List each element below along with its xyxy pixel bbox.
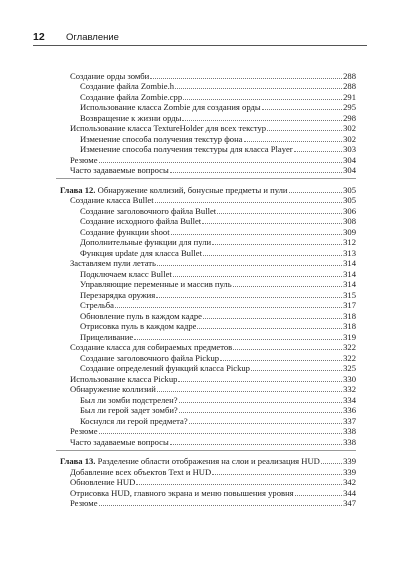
toc-entry bbox=[56, 102, 356, 113]
toc-page-number: 338 bbox=[343, 426, 356, 436]
dot-leader bbox=[155, 201, 343, 203]
toc-entry bbox=[56, 165, 356, 176]
toc-entry-title bbox=[80, 321, 196, 331]
dot-leader bbox=[244, 140, 343, 142]
section-divider bbox=[56, 450, 356, 451]
toc-entry bbox=[56, 331, 356, 342]
toc-entry-title bbox=[70, 258, 156, 268]
entry-title-text: Был ли зомби подстрелен? bbox=[80, 394, 178, 405]
toc-page-number: 305 bbox=[343, 195, 356, 205]
dot-leader bbox=[197, 327, 342, 329]
entry-title-text: Резюме bbox=[70, 426, 98, 436]
toc-entry bbox=[56, 300, 356, 311]
toc-entry bbox=[56, 289, 356, 300]
toc-entry-title bbox=[80, 311, 202, 321]
entry-title-text: Управляющие переменные и массив пуль bbox=[80, 279, 232, 289]
toc-page-number: 288 bbox=[343, 70, 356, 81]
entry-title-text: Создание исходного файла Bullet bbox=[80, 216, 202, 226]
entry-title-text: Подключаем класс Bullet bbox=[80, 268, 172, 279]
toc-entry-title bbox=[80, 405, 178, 415]
toc-entry-title bbox=[70, 488, 294, 498]
toc-page-number: 312 bbox=[343, 237, 356, 247]
toc-entry bbox=[56, 112, 356, 123]
toc-page-number: 318 bbox=[343, 310, 356, 321]
toc-entry bbox=[56, 195, 356, 206]
dot-leader bbox=[267, 129, 342, 131]
dot-leader bbox=[262, 108, 342, 110]
toc-entry bbox=[56, 373, 356, 384]
page-header bbox=[33, 30, 367, 46]
toc-entry-title bbox=[70, 71, 149, 81]
toc-entry-title bbox=[80, 237, 211, 247]
dot-leader bbox=[99, 432, 343, 434]
entry-title-text: Разделение области отображения на слои и реализация HUD bbox=[97, 456, 320, 466]
entry-title-text: Создание орды зомби bbox=[70, 70, 150, 81]
entry-title-text: Обнаружение коллизий, бонусные предметы и пули bbox=[97, 184, 288, 195]
entry-title-text: Изменение способа получения текстуры для класса Player bbox=[80, 144, 293, 154]
toc-page-number: 295 bbox=[343, 102, 356, 112]
entry-title-text: Добавление всех объектов Text и HUD bbox=[70, 466, 212, 477]
toc-entry bbox=[56, 133, 356, 144]
toc-entry-title bbox=[80, 134, 243, 144]
chapter-label: Глава 12. bbox=[60, 184, 96, 195]
toc-entry-title bbox=[70, 477, 135, 487]
entry-title-text: Стрельба bbox=[80, 300, 114, 310]
toc-page-number: 302 bbox=[343, 133, 356, 144]
toc-entry bbox=[56, 205, 356, 216]
toc-page-number: 304 bbox=[343, 154, 356, 165]
entry-title-text: Создание файла Zombie.cpp bbox=[80, 91, 183, 102]
toc-entry-title bbox=[80, 144, 293, 154]
entry-title-text: Использование класса Zombie для создания орды bbox=[80, 102, 261, 112]
toc-page-number: 325 bbox=[343, 363, 356, 373]
toc-page-number: 302 bbox=[343, 123, 356, 133]
toc-entry-title bbox=[80, 227, 170, 237]
dot-leader bbox=[189, 422, 342, 424]
dot-leader bbox=[136, 483, 342, 485]
dot-leader bbox=[233, 285, 342, 287]
toc-page-number: 317 bbox=[343, 300, 356, 310]
dot-leader bbox=[157, 264, 342, 266]
toc-entry bbox=[56, 123, 356, 134]
toc-page-number: 313 bbox=[343, 247, 356, 258]
toc-entry-title bbox=[80, 363, 250, 373]
toc-page-number: 336 bbox=[343, 405, 356, 415]
toc-page-number: 303 bbox=[343, 144, 356, 154]
toc-entry bbox=[56, 154, 356, 165]
toc-entry-title bbox=[70, 155, 98, 165]
dot-leader bbox=[212, 243, 342, 245]
toc-entry-title bbox=[80, 113, 181, 123]
toc-entry bbox=[56, 415, 356, 426]
toc-page-number: 319 bbox=[343, 331, 356, 342]
toc-entry-title bbox=[70, 426, 98, 436]
toc-entry bbox=[56, 216, 356, 227]
toc-entry-title bbox=[70, 123, 266, 133]
toc-page-number: 339 bbox=[343, 466, 356, 477]
toc-page-number: 291 bbox=[343, 91, 356, 102]
dot-leader bbox=[217, 212, 342, 214]
dot-leader bbox=[289, 191, 343, 193]
toc-entry bbox=[56, 279, 356, 290]
entry-title-text: Использование класса TextureHolder для всех текстур bbox=[70, 123, 267, 133]
toc-page-number: 304 bbox=[343, 165, 356, 175]
dot-leader bbox=[203, 317, 342, 319]
entry-title-text: Создание функции shoot bbox=[80, 226, 170, 237]
dot-leader bbox=[157, 390, 342, 392]
dot-leader bbox=[150, 77, 342, 79]
toc-chapter-entry bbox=[56, 456, 356, 467]
dot-leader bbox=[183, 98, 342, 100]
toc-entry bbox=[56, 91, 356, 102]
toc-entry bbox=[56, 384, 356, 395]
toc-page-number: 298 bbox=[343, 112, 356, 123]
toc-entry bbox=[56, 352, 356, 363]
dot-leader bbox=[251, 369, 342, 371]
toc-entry bbox=[56, 466, 356, 477]
entry-title-text: Дополнительные функции для пули bbox=[80, 237, 212, 247]
toc-page-number: 308 bbox=[343, 216, 356, 226]
entry-title-text: Прицеливание bbox=[80, 331, 134, 342]
toc-entry-title bbox=[80, 216, 201, 226]
toc-entry-title bbox=[70, 195, 154, 205]
toc-entry bbox=[56, 258, 356, 269]
dot-leader bbox=[134, 338, 342, 340]
dot-leader bbox=[175, 87, 342, 89]
chapter-label: Глава 13. bbox=[60, 456, 96, 466]
toc-entry-title bbox=[70, 498, 98, 508]
toc-page-number: 338 bbox=[343, 436, 356, 447]
toc-entry-title bbox=[80, 416, 188, 426]
toc-page-number: 318 bbox=[343, 321, 356, 331]
toc-entry-title bbox=[80, 332, 133, 342]
dot-leader bbox=[99, 504, 343, 506]
entry-title-text: Резюме bbox=[70, 498, 98, 508]
dot-leader bbox=[171, 233, 343, 235]
dot-leader bbox=[173, 275, 342, 277]
entry-title-text: Часто задаваемые вопросы bbox=[70, 165, 169, 175]
dot-leader bbox=[294, 150, 342, 152]
toc-entry bbox=[56, 237, 356, 248]
toc-page-number: 337 bbox=[343, 415, 356, 426]
entry-title-text: Изменение способа получения текстур фона bbox=[80, 133, 243, 144]
toc-page-number: 322 bbox=[343, 342, 356, 352]
entry-title-text: Перезарядка оружия bbox=[80, 289, 156, 300]
toc-entry bbox=[56, 487, 356, 498]
toc-entry-title bbox=[70, 437, 169, 447]
dot-leader bbox=[212, 473, 342, 475]
toc-entry-title bbox=[70, 342, 232, 352]
toc-entry-title bbox=[70, 165, 169, 175]
dot-leader bbox=[170, 443, 342, 445]
entry-title-text: Обновление пуль в каждом кадре bbox=[80, 310, 202, 321]
toc-entry-title bbox=[60, 185, 288, 195]
toc-page-number: 306 bbox=[343, 205, 356, 216]
toc-entry-title bbox=[80, 92, 182, 102]
running-title: Оглавление bbox=[66, 32, 119, 43]
dot-leader bbox=[115, 306, 342, 308]
dot-leader bbox=[99, 161, 343, 163]
toc-entry bbox=[56, 144, 356, 155]
toc-page-number: 344 bbox=[343, 487, 356, 498]
toc-entry bbox=[56, 436, 356, 447]
toc-page-number: 315 bbox=[343, 289, 356, 300]
entry-title-text: Создание класса для собираемых предметов bbox=[70, 342, 233, 352]
entry-title-text: Резюме bbox=[70, 154, 98, 165]
dot-leader bbox=[156, 296, 342, 298]
dot-leader bbox=[179, 411, 342, 413]
toc-entry bbox=[56, 81, 356, 92]
toc-entry-title bbox=[80, 353, 219, 363]
entry-title-text: Использование класса Pickup bbox=[70, 373, 178, 384]
entry-title-text: Обновление HUD bbox=[70, 477, 136, 487]
toc-entry bbox=[56, 342, 356, 353]
toc-entry-title bbox=[70, 467, 211, 477]
toc-entry bbox=[56, 426, 356, 437]
toc-page-number: 330 bbox=[343, 373, 356, 384]
toc-entry bbox=[56, 394, 356, 405]
toc-entry bbox=[56, 268, 356, 279]
section-divider bbox=[56, 178, 356, 179]
toc-entry-title bbox=[80, 290, 155, 300]
entry-title-text: Создание определений функций класса Pickup bbox=[80, 363, 250, 373]
toc-page-number: 314 bbox=[343, 279, 356, 289]
toc-page-number: 332 bbox=[343, 384, 356, 394]
toc-entry bbox=[56, 70, 356, 81]
toc-entry-title bbox=[60, 456, 320, 466]
toc-page-number: 305 bbox=[343, 184, 356, 195]
toc-entry-title bbox=[80, 269, 172, 279]
dot-leader bbox=[178, 380, 342, 382]
entry-title-text: Часто задаваемые вопросы bbox=[70, 436, 169, 447]
entry-title-text: Обнаружение коллизий bbox=[70, 384, 156, 394]
toc-entry bbox=[56, 247, 356, 258]
entry-title-text: Создание заголовочного файла Bullet bbox=[80, 205, 217, 216]
entry-title-text: Создание класса Bullet bbox=[70, 195, 154, 205]
toc-page-number: 339 bbox=[343, 456, 356, 466]
toc-entry bbox=[56, 363, 356, 374]
toc-page-number: 314 bbox=[343, 258, 356, 268]
entry-title-text: Функция update для класса Bullet bbox=[80, 247, 202, 258]
toc-page-number: 342 bbox=[343, 477, 356, 487]
page-number: 12 bbox=[33, 31, 45, 43]
entry-title-text: Создание файла Zombie.h bbox=[80, 81, 175, 91]
toc-page-number: 309 bbox=[343, 226, 356, 237]
toc-entry-title bbox=[70, 374, 177, 384]
toc-entry bbox=[56, 321, 356, 332]
entry-title-text: Отрисовка пуль в каждом кадре bbox=[80, 321, 197, 331]
dot-leader bbox=[321, 462, 342, 464]
toc-entry bbox=[56, 477, 356, 488]
dot-leader bbox=[295, 494, 342, 496]
entry-title-text: Отрисовка HUD, главного экрана и меню повышения уровня bbox=[70, 487, 294, 498]
toc-entry-title bbox=[80, 248, 202, 258]
entry-title-text: Коснулся ли герой предмета? bbox=[80, 415, 188, 426]
toc-page-number: 347 bbox=[343, 498, 356, 508]
dot-leader bbox=[182, 119, 342, 121]
toc-entry-title bbox=[80, 206, 216, 216]
toc-page-number: 322 bbox=[343, 352, 356, 363]
toc-page-number: 314 bbox=[343, 268, 356, 279]
toc-entry bbox=[56, 405, 356, 416]
dot-leader bbox=[202, 222, 342, 224]
toc-entry-title bbox=[80, 279, 232, 289]
toc-entry-title bbox=[70, 384, 156, 394]
entry-title-text: Возвращение к жизни орды bbox=[80, 112, 182, 123]
dot-leader bbox=[203, 254, 342, 256]
dot-leader bbox=[179, 401, 343, 403]
toc-entry bbox=[56, 310, 356, 321]
dot-leader bbox=[233, 348, 342, 350]
toc-entry bbox=[56, 226, 356, 237]
toc-chapter-entry bbox=[56, 184, 356, 195]
entry-title-text: Заставляем пули летать bbox=[70, 258, 156, 268]
dot-leader bbox=[170, 171, 342, 173]
toc-page-number: 334 bbox=[343, 394, 356, 405]
toc-entry-title bbox=[80, 102, 261, 112]
header-rule bbox=[33, 45, 367, 46]
toc-entry-title bbox=[80, 300, 114, 310]
entry-title-text: Был ли герой задет зомби? bbox=[80, 405, 178, 415]
table-of-contents bbox=[56, 70, 356, 508]
dot-leader bbox=[220, 359, 342, 361]
entry-title-text: Создание заголовочного файла Pickup bbox=[80, 352, 220, 363]
toc-entry-title bbox=[80, 395, 178, 405]
toc-entry-title bbox=[80, 81, 174, 91]
toc-entry bbox=[56, 498, 356, 509]
toc-page-number: 288 bbox=[343, 81, 356, 91]
